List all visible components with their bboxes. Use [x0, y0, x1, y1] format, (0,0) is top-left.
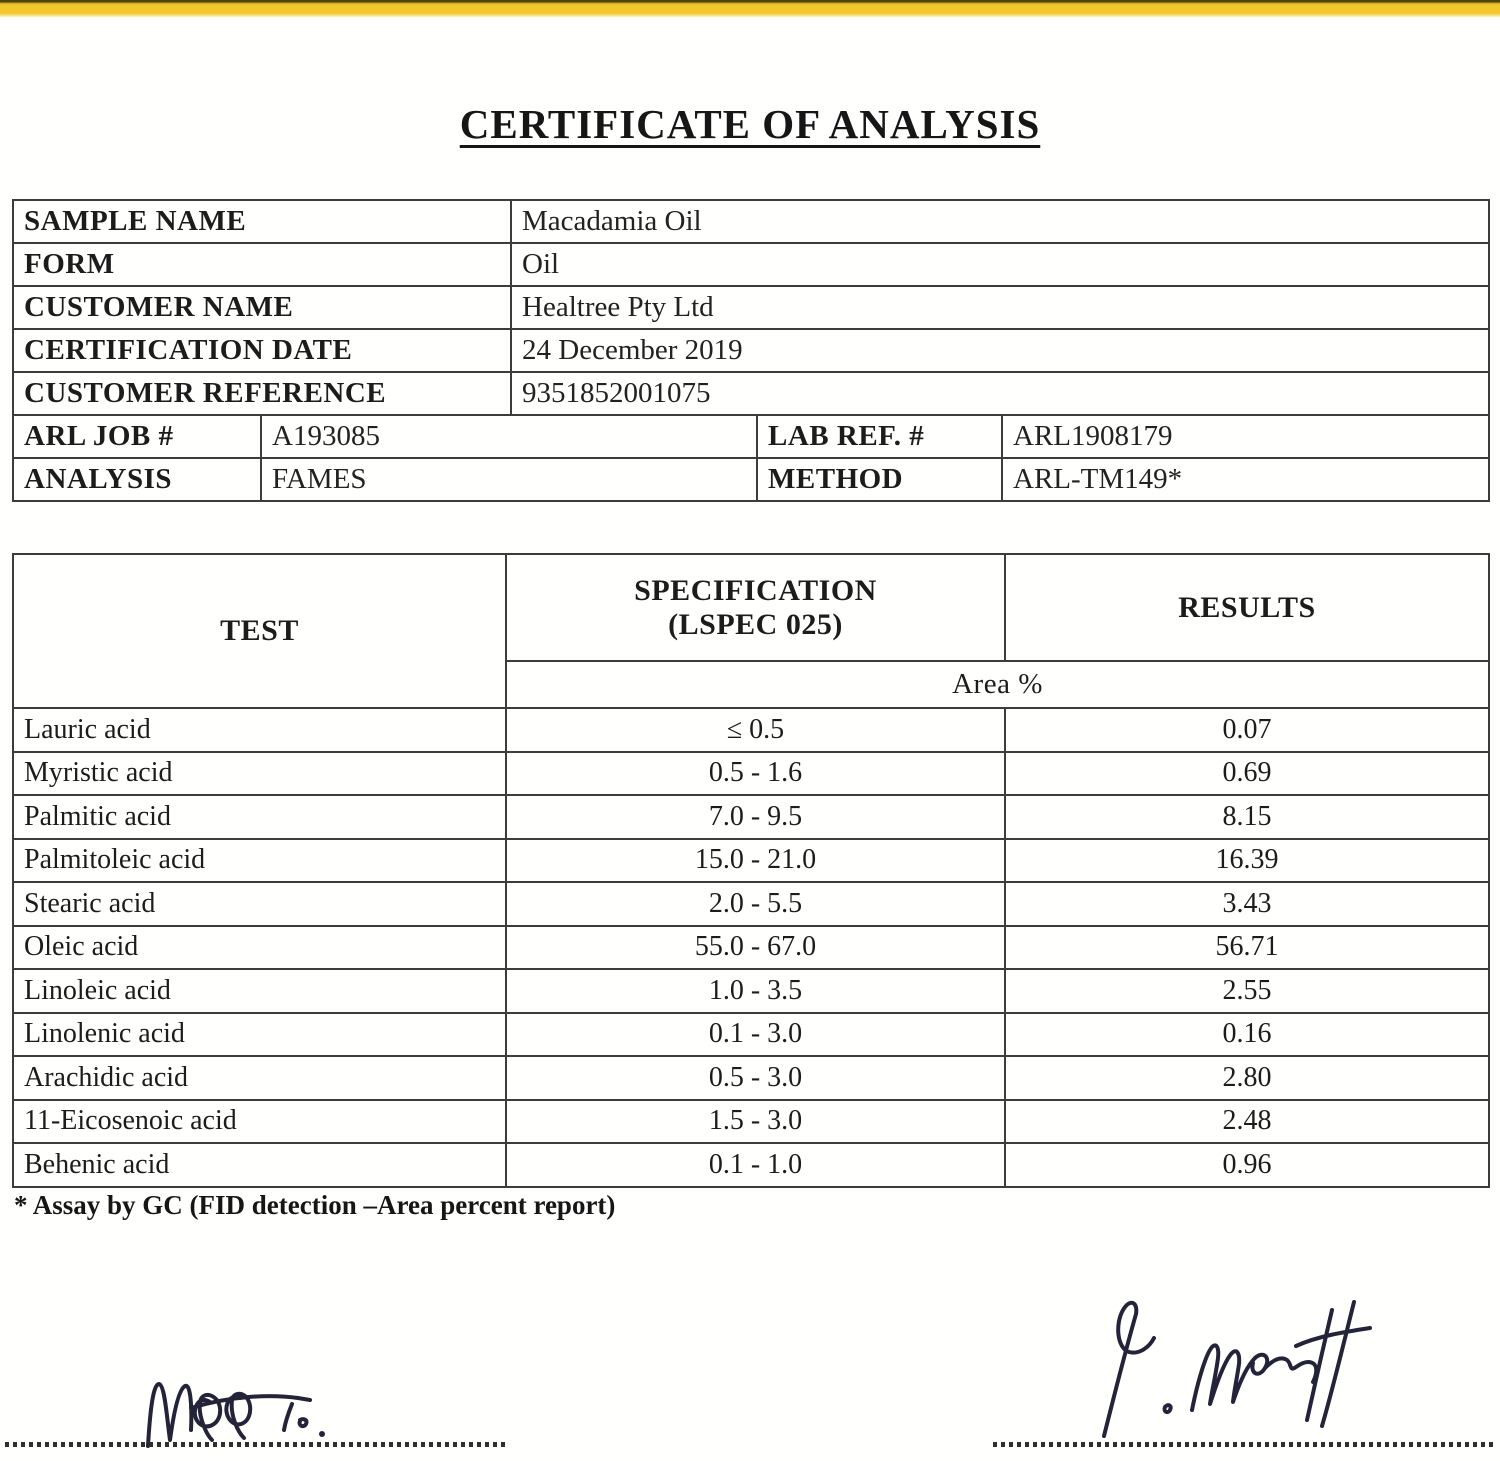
col-header-results: RESULTS — [1005, 554, 1489, 661]
page-title: CERTIFICATE OF ANALYSIS — [459, 101, 1041, 147]
job-label-1: ARL JOB # — [13, 415, 261, 458]
job-label-2: METHOD — [757, 458, 1002, 501]
info-row — [13, 243, 1489, 286]
info-value: Macadamia Oil — [511, 200, 1489, 243]
info-row — [13, 286, 1489, 329]
results-table — [12, 553, 1490, 1188]
table-row — [13, 1143, 1489, 1187]
info-label: CUSTOMER NAME — [13, 286, 511, 329]
cell-specification: 15.0 - 21.0 — [506, 839, 1005, 883]
cell-test: Myristic acid — [13, 752, 506, 796]
cell-specification: 1.5 - 3.0 — [506, 1100, 1005, 1144]
col-header-specification — [506, 554, 1005, 661]
table-row — [13, 926, 1489, 970]
cell-result: 2.48 — [1005, 1100, 1489, 1144]
results-header-row — [13, 554, 1489, 661]
job-value-1: A193085 — [261, 415, 757, 458]
info-label: FORM — [13, 243, 511, 286]
table-row — [13, 1013, 1489, 1057]
col-header-test: TEST — [13, 554, 506, 708]
cell-specification: 2.0 - 5.5 — [506, 882, 1005, 926]
footnote: * Assay by GC (FID detection –Area percent report) — [14, 1190, 616, 1220]
info-value: 24 December 2019 — [511, 329, 1489, 372]
job-label-1: ANALYSIS — [13, 458, 261, 501]
unit-label: Area % — [506, 661, 1489, 708]
signature-line-left — [5, 1442, 508, 1447]
info-row — [13, 200, 1489, 243]
cell-test: Stearic acid — [13, 882, 506, 926]
table-row — [13, 882, 1489, 926]
cell-specification: 1.0 - 3.5 — [506, 969, 1005, 1013]
info-value: Oil — [511, 243, 1489, 286]
cell-test: Behenic acid — [13, 1143, 506, 1187]
job-row — [13, 458, 1489, 501]
signature-left-icon — [140, 1368, 370, 1452]
info-value: Healtree Pty Ltd — [511, 286, 1489, 329]
cell-result: 2.80 — [1005, 1056, 1489, 1100]
cell-test: Linoleic acid — [13, 969, 506, 1013]
results-table-body — [13, 708, 1489, 1187]
cell-result: 0.69 — [1005, 752, 1489, 796]
job-row — [13, 415, 1489, 458]
cell-test: Oleic acid — [13, 926, 506, 970]
cell-result: 8.15 — [1005, 795, 1489, 839]
job-value-2: ARL1908179 — [1002, 415, 1489, 458]
cell-specification: 55.0 - 67.0 — [506, 926, 1005, 970]
cell-result: 3.43 — [1005, 882, 1489, 926]
info-table — [12, 199, 1490, 502]
specification-line2: (LSPEC 025) — [668, 607, 843, 641]
info-row — [13, 329, 1489, 372]
cell-result: 0.96 — [1005, 1143, 1489, 1187]
cell-test: Lauric acid — [13, 708, 506, 752]
cell-specification: 0.1 - 1.0 — [506, 1143, 1005, 1187]
info-label: CERTIFICATION DATE — [13, 329, 511, 372]
table-row — [13, 708, 1489, 752]
table-row — [13, 969, 1489, 1013]
signature-right-icon — [1070, 1290, 1390, 1442]
cell-result: 16.39 — [1005, 839, 1489, 883]
cell-test: 11-Eicosenoic acid — [13, 1100, 506, 1144]
cell-test: Palmitic acid — [13, 795, 506, 839]
cell-result: 2.55 — [1005, 969, 1489, 1013]
job-value-1: FAMES — [261, 458, 757, 501]
cell-specification: 0.1 - 3.0 — [506, 1013, 1005, 1057]
cell-specification: 0.5 - 1.6 — [506, 752, 1005, 796]
info-label: SAMPLE NAME — [13, 200, 511, 243]
table-row — [13, 1100, 1489, 1144]
info-table-body — [13, 200, 1489, 501]
cell-specification: 7.0 - 9.5 — [506, 795, 1005, 839]
cell-specification: 0.5 - 3.0 — [506, 1056, 1005, 1100]
table-row — [13, 752, 1489, 796]
table-row — [13, 1056, 1489, 1100]
cell-specification: ≤ 0.5 — [506, 708, 1005, 752]
table-row — [13, 839, 1489, 883]
cell-test: Linolenic acid — [13, 1013, 506, 1057]
top-accent-bar — [0, 0, 1500, 18]
job-label-2: LAB REF. # — [757, 415, 1002, 458]
cell-result: 56.71 — [1005, 926, 1489, 970]
cell-test: Arachidic acid — [13, 1056, 506, 1100]
cell-test: Palmitoleic acid — [13, 839, 506, 883]
info-value: 9351852001075 — [511, 372, 1489, 415]
signature-line-right — [993, 1442, 1496, 1447]
info-row — [13, 372, 1489, 415]
specification-line1: SPECIFICATION — [634, 573, 877, 607]
table-row — [13, 795, 1489, 839]
job-value-2: ARL-TM149* — [1002, 458, 1489, 501]
cell-result: 0.07 — [1005, 708, 1489, 752]
cell-result: 0.16 — [1005, 1013, 1489, 1057]
info-label: CUSTOMER REFERENCE — [13, 372, 511, 415]
